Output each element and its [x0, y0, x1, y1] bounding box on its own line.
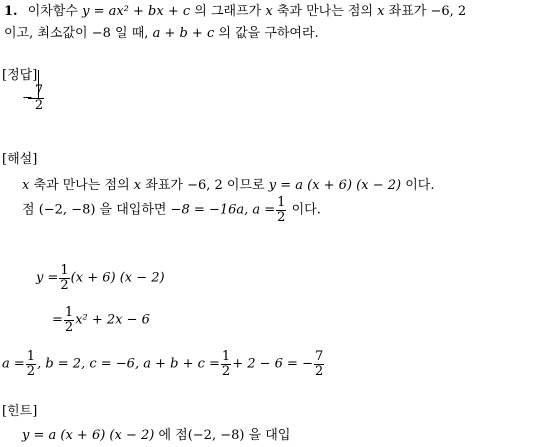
solution-equation: −8 = −16a, a = — [170, 202, 276, 218]
solution-text: 축과 만나는 점의 — [33, 178, 130, 193]
solution-equation-1 — [36, 264, 165, 293]
solution-text: 이다. — [405, 178, 435, 193]
final-expression: + 2 − 6 = − — [232, 356, 313, 372]
problem-text: 좌표가 −6, 2 — [388, 4, 467, 19]
answer-numerator: 7 — [34, 83, 44, 98]
solution-line-2 — [22, 196, 321, 225]
answer-header: [정답] — [2, 68, 38, 83]
solution-equation-2 — [52, 306, 150, 335]
final-expression: , b = 2, c = −6, a + b + c = — [37, 356, 220, 372]
fraction-denominator: 2 — [64, 320, 74, 335]
problem-equation: a + b + c — [152, 26, 215, 41]
equation-lhs: = — [52, 312, 63, 328]
problem-number: 1. — [4, 4, 18, 19]
problem-text: 이차함수 — [27, 4, 78, 19]
equation-rhs: (x + 6) (x − 2) — [70, 270, 165, 286]
problem-text: 이고, 최소값이 −8 일 때, — [4, 26, 149, 41]
answer-value — [22, 84, 45, 113]
fraction-numerator: 7 — [314, 349, 324, 364]
problem-equation: y = ax² + bx + c — [82, 4, 191, 19]
hint-line — [22, 428, 290, 444]
final-fraction — [26, 350, 36, 379]
hint-equation: y = a (x + 6) (x − 2) — [22, 428, 155, 443]
solution-header: [해설] — [2, 152, 38, 167]
fraction-denominator: 2 — [60, 278, 69, 293]
fraction-numerator: 1 — [60, 263, 69, 278]
solution-text: 점 (−2, −8) 을 대입하면 — [22, 202, 167, 218]
fraction-denominator: 2 — [221, 364, 231, 379]
fraction-numerator: 1 — [277, 195, 286, 210]
problem-var: x — [377, 4, 385, 19]
solution-text: 좌표가 −6, 2 이므로 — [145, 178, 265, 193]
solution-fraction — [276, 196, 286, 225]
fraction-numerator: 1 — [221, 349, 231, 364]
fraction-denominator: 2 — [277, 210, 286, 225]
problem-line-1 — [4, 4, 466, 20]
solution-text: 이다. — [291, 202, 321, 218]
equation-fraction — [64, 306, 74, 335]
final-fraction — [314, 350, 324, 379]
equation-fraction — [59, 264, 69, 293]
fraction-denominator: 2 — [314, 364, 324, 379]
answer-fraction — [34, 84, 44, 113]
problem-var: x — [265, 4, 273, 19]
solution-var: x — [133, 178, 142, 193]
problem-text: 의 그래프가 — [194, 4, 262, 19]
hint-header: [힌트] — [2, 404, 38, 419]
fraction-numerator: 1 — [26, 349, 36, 364]
problem-text: 의 값을 구하여라. — [218, 26, 319, 41]
equation-rhs: x² + 2x − 6 — [75, 312, 150, 328]
answer-sign: − — [22, 90, 33, 106]
equation-lhs: y = — [36, 270, 59, 286]
fraction-numerator: 1 — [64, 305, 74, 320]
solution-equation: y = a (x + 6) (x − 2) — [268, 178, 402, 193]
solution-line-1 — [22, 178, 434, 194]
answer-denominator: 2 — [34, 98, 44, 113]
final-fraction — [221, 350, 231, 379]
problem-line-2 — [4, 26, 319, 42]
hint-text: 에 점(−2, −8) 을 대입 — [158, 428, 291, 443]
solution-final — [2, 350, 325, 379]
solution-var: x — [22, 178, 30, 193]
final-expression: a = — [2, 356, 25, 372]
problem-text: 축과 만나는 점의 — [276, 4, 374, 19]
fraction-denominator: 2 — [26, 364, 36, 379]
